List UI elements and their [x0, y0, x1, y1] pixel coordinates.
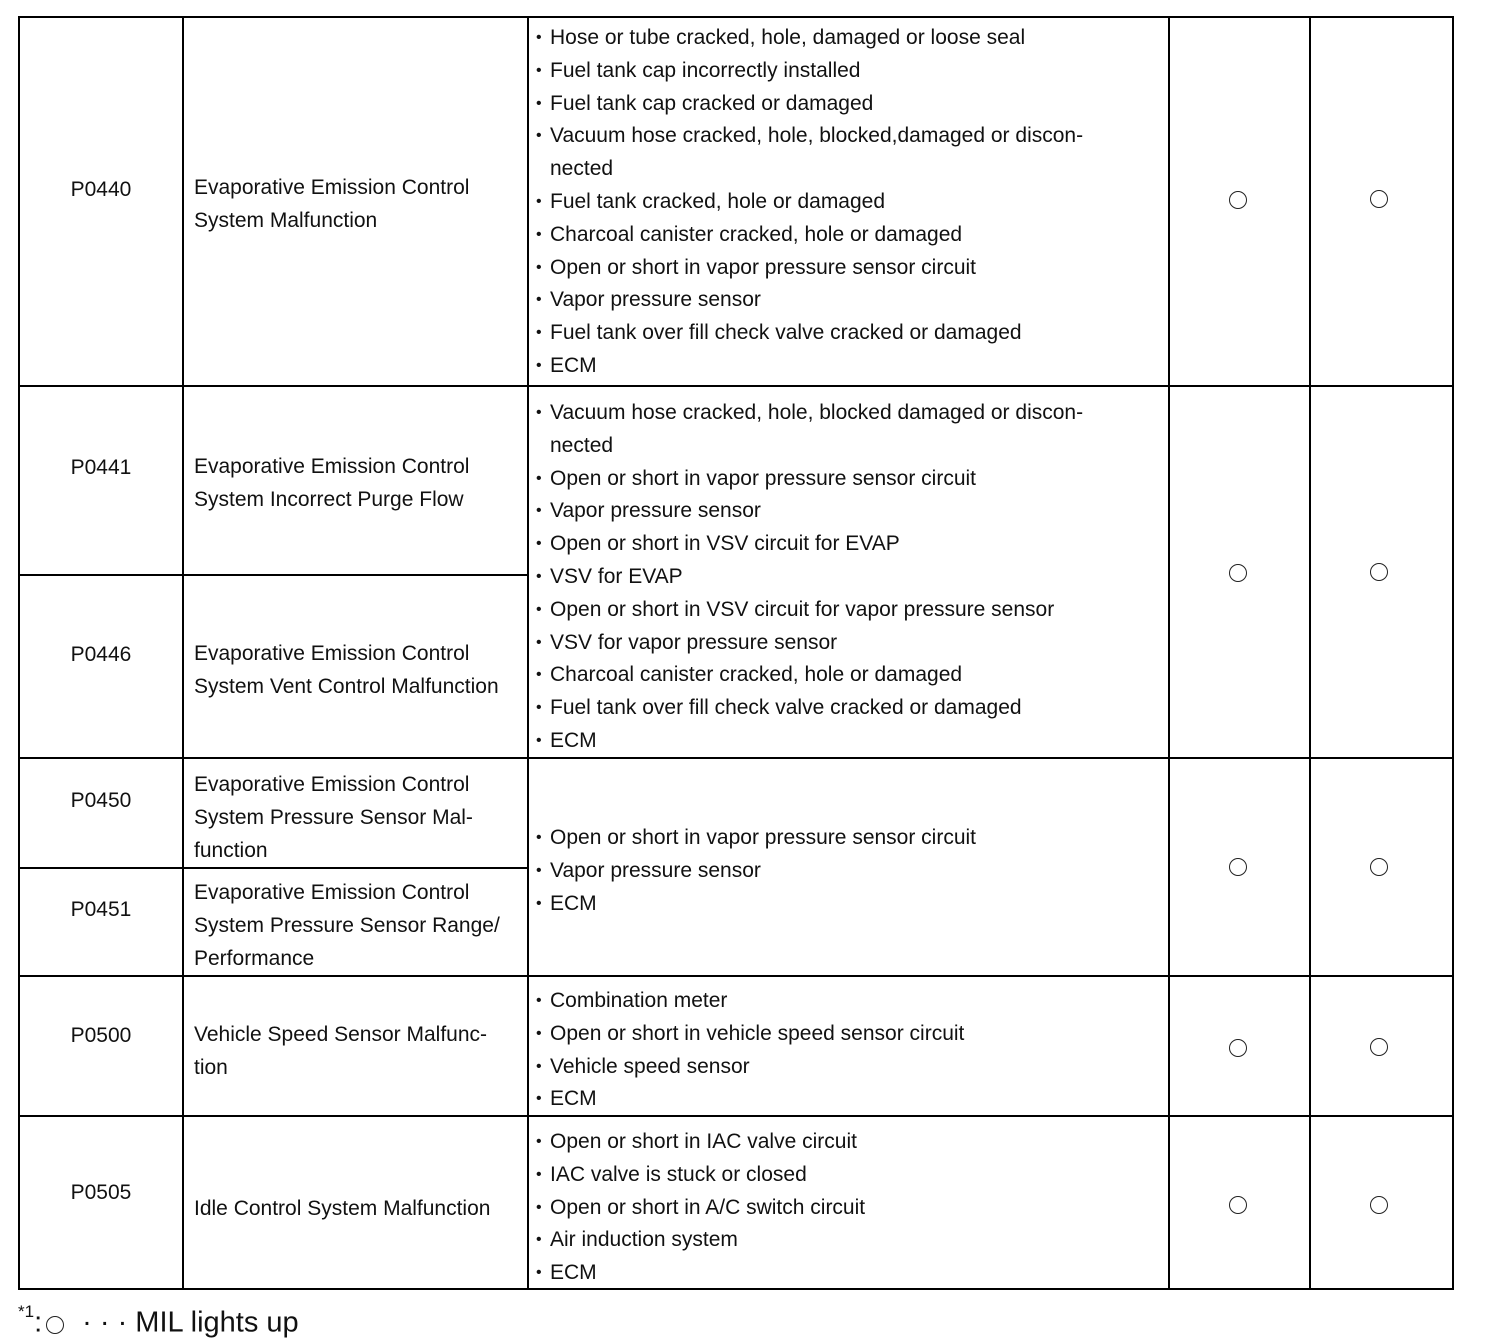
table-border-right — [1452, 16, 1454, 1290]
trouble-area-item: • Open or short in A/C switch circuit — [536, 1192, 1156, 1225]
trouble-area-text: Vacuum hose cracked, hole, blocked,damaged or discon- nected — [550, 124, 1084, 181]
dtc-code: P0450 — [70, 789, 132, 812]
trouble-area-item: • Vapor pressure sensor — [536, 855, 1156, 888]
table-border-top — [18, 16, 1454, 18]
footnote-dots: · · · — [82, 1306, 128, 1339]
col-divider-desc — [527, 16, 529, 1290]
trouble-area-item: • Hose or tube cracked, hole, damaged or loose seal — [536, 22, 1156, 55]
mil-circle-mark — [1229, 1039, 1247, 1057]
trouble-area-item: • ECM — [536, 725, 1156, 758]
memory-circle-mark — [1370, 858, 1388, 876]
trouble-area-item: • Open or short in vapor pressure sensor circuit — [536, 463, 1156, 496]
trouble-area-item: • Fuel tank cap cracked or damaged — [536, 88, 1156, 121]
trouble-area-item: • ECM — [536, 1083, 1156, 1116]
trouble-areas — [536, 1126, 1156, 1290]
footnote-circle-icon — [46, 1316, 64, 1334]
memory-circle-mark — [1370, 1038, 1388, 1056]
trouble-area-item: • Fuel tank over fill check valve cracked or damaged — [536, 692, 1156, 725]
dtc-description: Evaporative Emission Control System Vent Control Malfunction — [194, 642, 499, 698]
trouble-area-item: • Open or short in VSV circuit for EVAP — [536, 528, 1156, 561]
col-divider-causes — [1168, 16, 1170, 1290]
mil-circle-mark — [1229, 564, 1247, 582]
memory-circle-mark — [1370, 1196, 1388, 1214]
footnote — [18, 1296, 299, 1343]
trouble-area-item: • Open or short in vehicle speed sensor circuit — [536, 1018, 1156, 1051]
dtc-table — [18, 16, 1454, 1290]
dtc-code: P0440 — [70, 178, 132, 201]
trouble-area-item: • Open or short in VSV circuit for vapor pressure sensor — [536, 594, 1156, 627]
trouble-area-item: • Vapor pressure sensor — [536, 284, 1156, 317]
trouble-area-item: • Fuel tank cap incorrectly installed — [536, 55, 1156, 88]
trouble-area-item: • Open or short in vapor pressure sensor circuit — [536, 822, 1156, 855]
mil-circle-mark — [1229, 1196, 1247, 1214]
dtc-code: P0500 — [70, 1024, 132, 1047]
dtc-code: P0441 — [70, 456, 132, 479]
dtc-code: P0451 — [70, 898, 132, 921]
trouble-area-item: • Open or short in vapor pressure sensor circuit — [536, 252, 1156, 285]
trouble-area-item: • ECM — [536, 888, 1156, 921]
trouble-area-item: • ECM — [536, 350, 1156, 383]
dtc-description — [184, 1019, 524, 1085]
mil-circle-mark — [1229, 191, 1247, 209]
trouble-areas — [536, 22, 1156, 383]
trouble-area-item: • Air induction system — [536, 1224, 1156, 1257]
trouble-area-item: • Open or short in IAC valve circuit — [536, 1126, 1156, 1159]
dtc-description — [184, 877, 524, 975]
dtc-description: Evaporative Emission Control System Incorrect Purge Flow — [194, 455, 470, 511]
mil-circle-mark — [1229, 858, 1247, 876]
col-divider-mil — [1309, 16, 1311, 1290]
trouble-area-item: • Vapor pressure sensor — [536, 495, 1156, 528]
dtc-description: Idle Control System Malfunction — [194, 1197, 491, 1220]
row-divider-1 — [18, 385, 1454, 387]
trouble-areas — [536, 397, 1156, 758]
dtc-description — [184, 769, 524, 867]
footnote-colon: : — [34, 1306, 43, 1339]
subrow-divider-p0441 — [18, 574, 529, 576]
footnote-mark: *1 — [18, 1302, 35, 1321]
trouble-area-item: • IAC valve is stuck or closed — [536, 1159, 1156, 1192]
trouble-area-item: • Vehicle speed sensor — [536, 1051, 1156, 1084]
trouble-area-item — [536, 120, 1156, 186]
trouble-area-item: • Charcoal canister cracked, hole or damaged — [536, 659, 1156, 692]
trouble-area-item: • Fuel tank over fill check valve cracked or damaged — [536, 317, 1156, 350]
trouble-area-item: • Combination meter — [536, 985, 1156, 1018]
memory-circle-mark — [1370, 190, 1388, 208]
trouble-area-item: • Charcoal canister cracked, hole or damaged — [536, 219, 1156, 252]
trouble-area-item: • VSV for EVAP — [536, 561, 1156, 594]
dtc-description: Evaporative Emission Control System Malfunction — [194, 176, 470, 232]
dtc-description-text: Evaporative Emission Control System Pressure Sensor Mal- function — [194, 773, 473, 862]
dtc-code: P0446 — [70, 643, 132, 666]
trouble-area-item: • ECM — [536, 1257, 1156, 1290]
trouble-areas — [536, 985, 1156, 1116]
trouble-area-item — [536, 397, 1156, 463]
trouble-areas — [536, 822, 1156, 920]
trouble-area-item: • VSV for vapor pressure sensor — [536, 627, 1156, 660]
dtc-code: P0505 — [70, 1181, 132, 1204]
memory-circle-mark — [1370, 563, 1388, 581]
dtc-description-text: Vehicle Speed Sensor Malfunc- tion — [194, 1023, 488, 1079]
dtc-description-text: Evaporative Emission Control System Pressure Sensor Range/ Performance — [194, 881, 500, 970]
trouble-area-item: • Fuel tank cracked, hole or damaged — [536, 186, 1156, 219]
trouble-area-text: Vacuum hose cracked, hole, blocked damaged or discon- nected — [550, 401, 1084, 457]
footnote-text: MIL lights up — [135, 1306, 299, 1339]
